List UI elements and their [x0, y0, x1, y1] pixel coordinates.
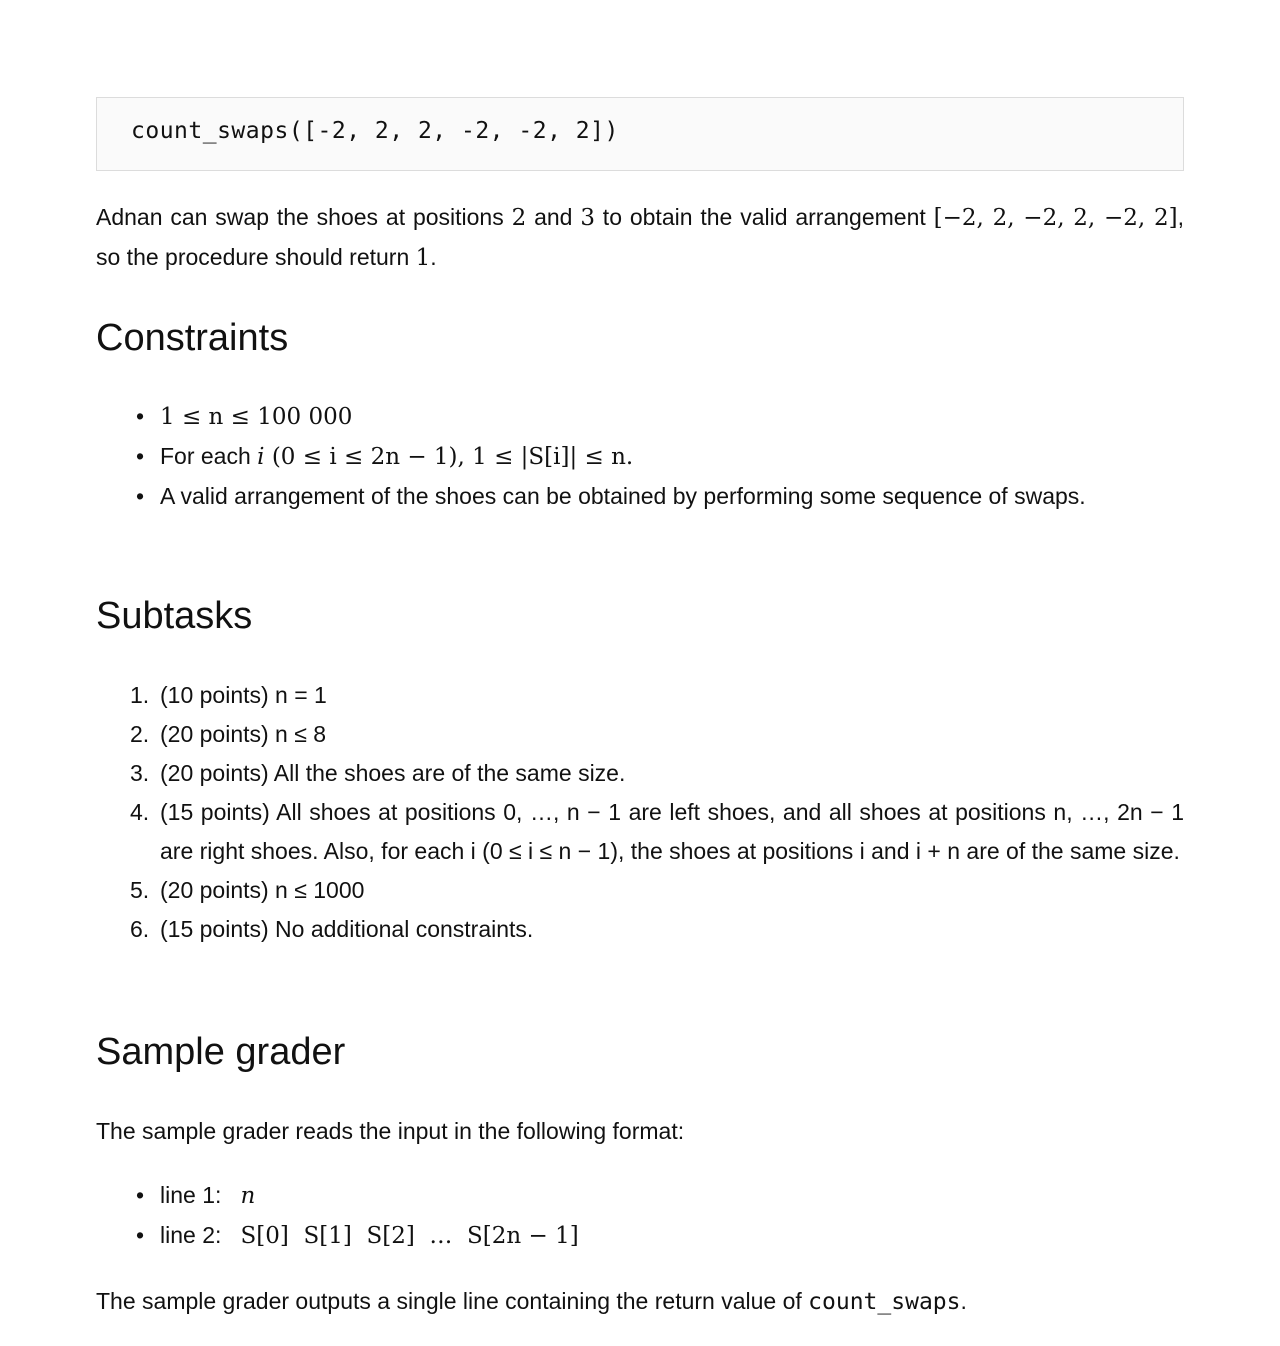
input-format-list: [96, 1176, 1184, 1256]
constraint-text: For each: [160, 443, 258, 469]
bullet-icon: •: [136, 443, 145, 469]
constraint-item: [96, 397, 1184, 437]
code-block: [96, 97, 1184, 171]
subtask-text: (20 points) n ≤ 8: [160, 721, 327, 747]
constraint-item: [96, 477, 1184, 516]
subtask-text: (20 points) n ≤ 1000: [160, 877, 365, 903]
explanation-text: Adnan can swap the shoes at positions: [96, 204, 512, 230]
subtask-item: [96, 793, 1184, 871]
explanation-paragraph: [96, 198, 1184, 278]
constraints-list: [96, 397, 1184, 516]
bullet-icon: •: [136, 483, 145, 509]
outro-text: The sample grader outputs a single line containing the return value of: [96, 1288, 809, 1314]
constraint-item: [96, 437, 1184, 477]
arrangement-value: [−2, 2, −2, 2, −2, 2]: [933, 205, 1178, 231]
input-format-item: [96, 1176, 1184, 1216]
return-value: 1: [415, 245, 431, 271]
constraint-text: 1 ≤ n ≤ 100 000: [160, 404, 353, 430]
code-example: count_swaps([-2, 2, 2, -2, -2, 2]): [131, 118, 619, 144]
subtask-item: [96, 910, 1184, 949]
constraint-text: A valid arrangement of the shoes can be obtained by performing some sequence of swaps.: [160, 483, 1086, 509]
inline-code: count_swaps: [808, 1289, 961, 1315]
position-value: 2: [511, 205, 527, 231]
subtasks-list: [96, 676, 1184, 949]
sample-grader-outro: [96, 1282, 1184, 1322]
position-value: 3: [580, 205, 595, 231]
explanation-text: , so the procedure should return: [96, 204, 1185, 270]
subtask-number: 5.: [130, 877, 150, 903]
explanation-text: .: [430, 244, 437, 270]
subtask-item: [96, 676, 1184, 715]
line-value: n: [240, 1183, 256, 1209]
subtask-item: [96, 871, 1184, 910]
subtask-text: (20 points) All the shoes are of the same size.: [160, 760, 626, 786]
constraint-var: i: [257, 444, 265, 470]
line-label: line 1:: [160, 1182, 222, 1208]
outro-text: .: [960, 1288, 967, 1314]
sample-grader-heading: Sample grader: [96, 1031, 346, 1073]
bullet-icon: •: [136, 403, 145, 429]
subtask-item: [96, 715, 1184, 754]
subtask-number: 1.: [130, 682, 150, 708]
subtask-number: 2.: [130, 721, 150, 747]
bullet-icon: •: [136, 1222, 145, 1248]
subtask-text: (15 points) All shoes at positions 0, …, n − 1 are left shoes, and all shoes at positions n, …, 2n − 1 are right shoes. Also, for each i (0 ≤ i ≤ n − 1), the shoes at positions i and i + n are of the same size.: [160, 799, 1184, 864]
subtask-text: (10 points) n = 1: [160, 682, 327, 708]
sample-grader-intro: The sample grader reads the input in the following format:: [96, 1118, 685, 1144]
subtask-number: 6.: [130, 916, 150, 942]
subtask-text: (15 points) No additional constraints.: [160, 916, 534, 942]
line-label: line 2:: [160, 1222, 222, 1248]
subtasks-heading: Subtasks: [96, 595, 253, 637]
constraint-text: (0 ≤ i ≤ 2n − 1), 1 ≤ |S[i]| ≤ n.: [264, 444, 634, 470]
explanation-text: to obtain the valid arrangement: [594, 204, 934, 230]
line-value: S[0] S[1] S[2] … S[2n − 1]: [240, 1223, 579, 1249]
input-format-item: [96, 1216, 1184, 1256]
bullet-icon: •: [136, 1182, 145, 1208]
subtask-number: 4.: [130, 799, 150, 825]
explanation-text: and: [526, 204, 581, 230]
subtask-number: 3.: [130, 760, 150, 786]
constraints-heading: Constraints: [96, 317, 289, 359]
subtask-item: [96, 754, 1184, 793]
